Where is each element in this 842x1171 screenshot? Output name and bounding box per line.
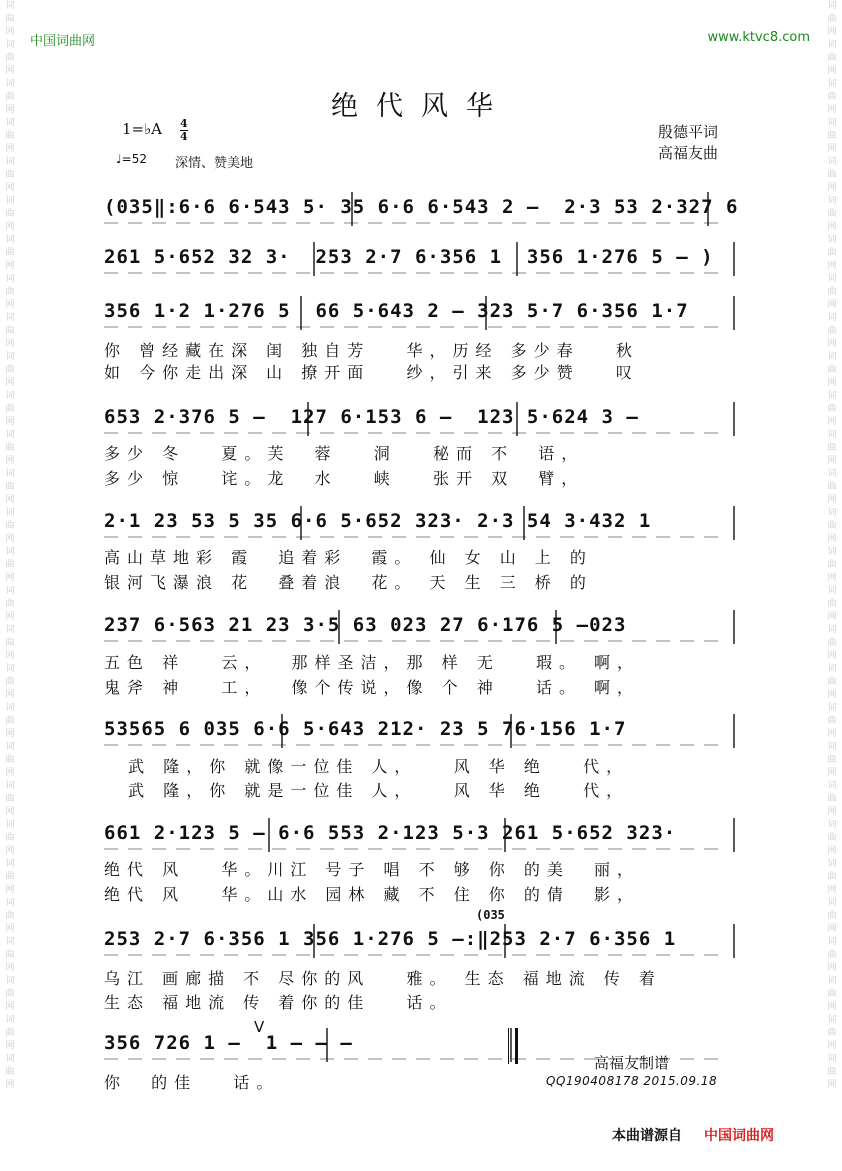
breath-mark: V (254, 1018, 265, 1036)
lyric-line-6-verse-2: 绝代 风 华。山水 园林 藏 不 住 你 的倩 影， (104, 885, 641, 904)
barlines (104, 504, 740, 544)
staff-notes: 356 1·2 1·276 5 66 5·643 2 – 323 5·7 6·356 1·7 (104, 300, 689, 322)
barlines (104, 190, 740, 230)
staff-line-4 (104, 400, 740, 440)
lyric-line-4-verse-1: 五色 祥 云， 那样圣洁，那 样 无 瑕。 啊， (104, 653, 641, 672)
staff-notes: 261 5·652 32 3· 253 2·7 6·356 1 356 1·276 5 – ) (104, 246, 714, 268)
lyric-line-7-verse-1: 乌江 画廊描 不 尽你的风 雅。 生态 福地流 传 着 (104, 969, 662, 988)
staff-notes: 653 2·376 5 – 127 6·153 6 – 123 5·624 3 – (104, 406, 639, 428)
time-signature-top: 4 (180, 117, 188, 130)
song-title: 绝代风华 (331, 91, 511, 122)
barlines (104, 922, 740, 962)
barlines (104, 400, 740, 440)
barlines (104, 816, 740, 856)
staff-line-5 (104, 504, 740, 544)
lyric-line-1-verse-1: 你 曾经藏在深 闺 独自芳 华，历经 多少春 秋 (104, 341, 639, 360)
lyric-line-1-verse-2: 如 今你走出深 山 撩开面 纱，引来 多少赞 叹 (104, 363, 639, 382)
key-signature: 1=♭A (122, 120, 163, 138)
credits (658, 122, 718, 164)
expression-marking: 深情、赞美地 (175, 156, 254, 171)
volta-marking: (035 (476, 908, 505, 922)
staff-notes: 237 6·563 21 23 3·5 63 023 27 6·176 5 –023 (104, 614, 627, 636)
right-watermark-column: 词曲网词曲网词曲网词曲网词曲网词曲网词曲网词曲网词曲网词曲网词曲网词曲网词曲网词曲网词曲网词曲网词曲网词曲网词曲网词曲网词曲网词曲网词曲网词曲网词曲网词曲网词曲网词曲网 (827, 1, 837, 1090)
lyric-line-5-verse-2: 武 隆，你 就是一位佳 人， 风 华 绝 代， (104, 781, 630, 800)
time-signature (180, 118, 188, 142)
final-double-barline (508, 1028, 518, 1064)
staff-notes: 253 2·7 6·356 1 356 1·276 5 –:‖253 2·7 6·356 1 (104, 928, 677, 950)
staff-line-1 (104, 190, 740, 230)
source-attribution (612, 1125, 774, 1145)
staff-notes: 661 2·123 5 – 6·6 553 2·123 5·3 261 5·652 323· (104, 822, 677, 844)
barlines (104, 240, 740, 280)
source-label: 本曲谱源自 (612, 1128, 682, 1144)
staff-line-8 (104, 816, 740, 856)
staff-line-3 (104, 294, 740, 334)
transcriber-signature: 高福友制谱 (594, 1054, 670, 1072)
lyric-line-7-verse-2: 生态 福地流 传 着你的佳 话。 (104, 993, 453, 1012)
staff-line-7 (104, 712, 740, 752)
lyric-line-5-verse-1: 武 隆，你 就像一位佳 人， 风 华 绝 代， (104, 757, 630, 776)
lyric-line-2-verse-1: 多少 冬 夏。芙 蓉 洞 秘而 不 语， (104, 444, 585, 463)
transcriber-contact-date: QQ190408178 2015.09.18 (546, 1074, 718, 1088)
lyric-line-4-verse-2: 鬼斧 神 工， 像个传说，像 个 神 话。 啊， (104, 678, 641, 697)
lyric-line-8-verse-1: 你 的佳 话。 (104, 1073, 280, 1092)
staff-notes: 356 726 1 – 1 – – – (104, 1032, 353, 1054)
site-name-header[interactable]: 中国词曲网 (30, 34, 96, 49)
left-watermark-column: 词曲网词曲网词曲网词曲网词曲网词曲网词曲网词曲网词曲网词曲网词曲网词曲网词曲网词曲网词曲网词曲网词曲网词曲网词曲网词曲网词曲网词曲网词曲网词曲网词曲网词曲网词曲网词曲网 (5, 1, 15, 1090)
site-url-header[interactable]: www.ktvc8.com (707, 30, 810, 45)
staff-notes: 2·1 23 53 5 35 6·6 5·652 323· 2·3 54 3·432 1 (104, 510, 652, 532)
lyric-line-3-verse-2: 银河飞瀑浪 花 叠着浪 花。 天 生 三 桥 的 (104, 573, 593, 592)
staff-line-6 (104, 608, 740, 648)
staff-notes: (035‖:6·6 6·543 5· 35 6·6 6·543 2 – 2·3 53 2·327 6 (104, 196, 739, 218)
tempo-marking: ♩=52 (116, 152, 147, 166)
composer-credit: 高福友曲 (658, 144, 719, 162)
barlines (104, 294, 740, 334)
lyric-line-2-verse-2: 多少 惊 诧。龙 水 峡 张开 双 臂， (104, 469, 585, 488)
time-signature-bottom: 4 (180, 130, 188, 143)
lyricist-credit: 殷德平词 (658, 123, 719, 141)
staff-line-9 (104, 922, 740, 962)
staff-notes: 53565 6 035 6·6 5·643 212· 23 5 76·156 1·7 (104, 718, 627, 740)
lyric-line-6-verse-1: 绝代 风 华。川江 号子 唱 不 够 你 的美 丽， (104, 860, 641, 879)
lyric-line-3-verse-1: 高山草地彩 霞 追着彩 霞。 仙 女 山 上 的 (104, 548, 593, 567)
barlines (104, 608, 740, 648)
barlines (104, 712, 740, 752)
staff-line-2 (104, 240, 740, 280)
source-site-link[interactable]: 中国词曲网 (704, 1128, 774, 1144)
